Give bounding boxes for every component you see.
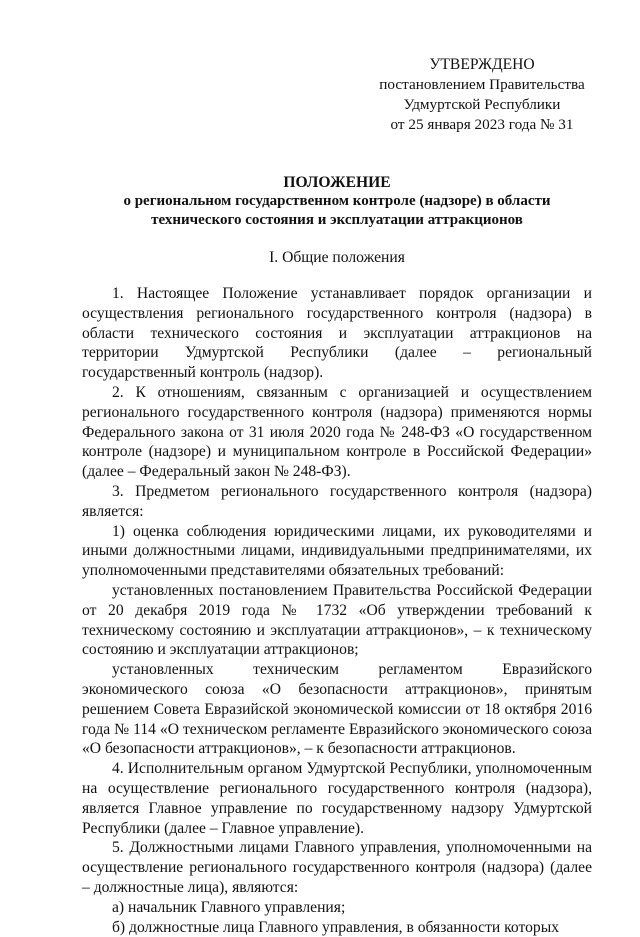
paragraph: 1. Настоящее Положение устанавливает порядок организации и осуществления регионального государственного контроля (надзора) в области технического состояния и эксплуатации аттракционов на территории Удмуртской Республики (далее – региональный государственный контроль (надзор). [82, 284, 592, 383]
paragraph: а) начальник Главного управления; [82, 898, 592, 918]
section-heading: I. Общие положения [82, 248, 592, 268]
paragraph: 3. Предметом регионального государственного контроля (надзора) является: [82, 482, 592, 522]
paragraph: 1) оценка соблюдения юридическими лицами, их руководителями и иными должностными лицами, индивидуальными предпринимателями, их уполномоченными представителями обязательных требований: [82, 522, 592, 581]
title-main: ПОЛОЖЕНИЕ [82, 173, 592, 192]
paragraph: установленных постановлением Правительства Российской Федерации от 20 декабря 2019 года № 1732 «Об утверждении требований к техническому состоянию и эксплуатации аттракционов», – к техническому состоянию и эксплуатации аттракционов; [82, 581, 592, 660]
approval-heading: УТВЕРЖДЕНО [372, 55, 592, 75]
approval-line-3: от 25 января 2023 года № 31 [372, 115, 592, 135]
paragraph: 4. Исполнительным органом Удмуртской Республики, уполномоченным на осуществление регионального государственного контроля (надзора), является Главное управление по государственному надзору Удмуртской Республики (далее – Главное управление). [82, 759, 592, 838]
paragraph: 2. К отношениям, связанным с организацией и осуществлением регионального государственного контроля (надзора) применяются нормы Федерального закона от 31 июля 2020 года № 248-ФЗ «О государственном контроле (надзоре) и муниципальном контроле в Российской Федерации» (далее – Федеральный закон № 248-ФЗ). [82, 383, 592, 482]
title-line-1: о региональном государственном контроле (надзоре) в области [82, 192, 592, 211]
paragraph: 5. Должностными лицами Главного управления, уполномоченными на осуществление регионального государственного контроля (надзора) (далее – должностные лица), являются: [82, 838, 592, 897]
document-title [82, 173, 592, 230]
paragraph: установленных техническим регламентом Евразийского экономического союза «О безопасности аттракционов», принятым решением Совета Евразийской экономической комиссии от 18 октября 2016 года № 114 «О техническом регламенте Евразийского экономического союза «О безопасности аттракционов», – к безопасности аттракционов. [82, 660, 592, 759]
approval-line-2: Удмуртской Республики [372, 95, 592, 115]
title-line-2: технического состояния и эксплуатации аттракционов [82, 211, 592, 230]
approval-stamp [372, 55, 592, 135]
paragraph: б) должностные лица Главного управления, в обязанности которых [82, 918, 592, 937]
document-body [82, 284, 592, 937]
approval-line-1: постановлением Правительства [372, 75, 592, 95]
